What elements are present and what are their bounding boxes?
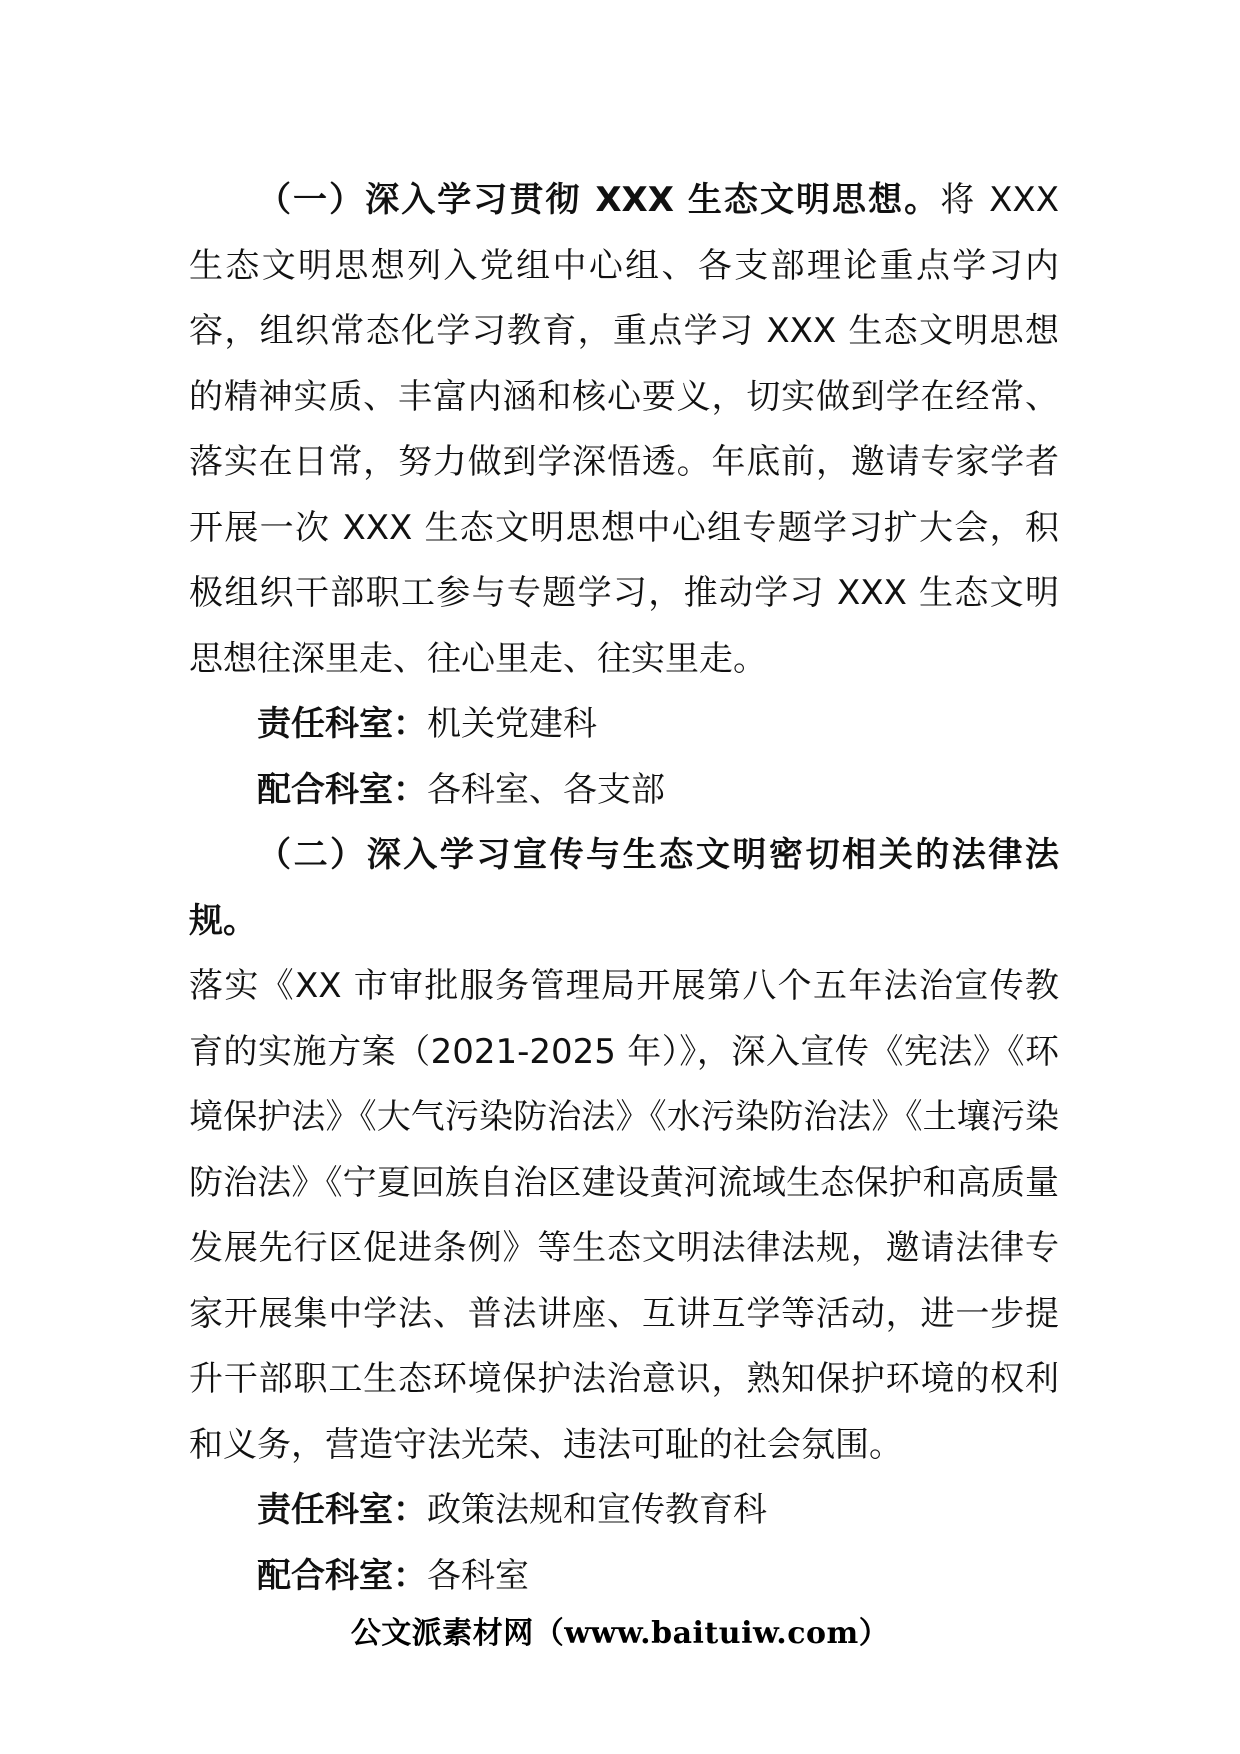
section-1-heading: （一）深入学习贯彻 XXX 生态文明思想。 [257, 180, 941, 220]
section-1-paragraph [189, 168, 1059, 692]
section-1-cooperating-line [189, 758, 1059, 824]
section-1-responsible-value: 机关党建科 [427, 704, 597, 744]
section-1-cooperating-label: 配合科室： [257, 769, 427, 810]
section-2-responsible-value: 政策法规和宣传教育科 [427, 1490, 767, 1530]
section-2-heading-line [189, 823, 1059, 954]
section-2-responsible-label: 责任科室： [257, 1490, 427, 1530]
section-1-body: 将 XXX 生态文明思想列入党组中心组、各支部理论重点学习内容，组织常态化学习教育，重点学习 XXX 生态文明思想的精神实质、丰富内涵和核心要义，切实做到学在经常、落实在日常，努力做到学深悟透。年底前，邀请专家学者开展一次 XXX 生态文明思想中心组专题学习扩大会，积极组织干部职工参与专题学习，推动学习 XXX 生态文明思想往深里走、往心里走、往实里走。 [189, 180, 1059, 679]
document-body [189, 168, 1059, 1609]
section-1-cooperating-value: 各科室、各支部 [427, 769, 665, 810]
section-1-responsible-line [189, 692, 1059, 758]
section-2-heading: （二）深入学习宣传与生态文明密切相关的法律法规。 [189, 835, 1059, 941]
section-1-responsible-label: 责任科室： [257, 704, 427, 744]
section-2-cooperating-line [189, 1544, 1059, 1610]
section-2-body: 落实《XX 市审批服务管理局开展第八个五年法治宣传教育的实施方案（2021-2025 年）》，深入宣传《宪法》《环境保护法》《大气污染防治法》《水污染防治法》《土壤污染防治法》《宁夏回族自治区建设黄河流域生态保护和高质量发展先行区促进条例》等生态文明法律法规，邀请法律专家开展集中学法、普法讲座、互讲互学等活动，进一步提升干部职工生态环境保护法治意识，熟知保护环境的权利和义务，营造守法光荣、违法可耻的社会氛围。 [189, 966, 1059, 1465]
section-2-responsible-line [189, 1478, 1059, 1544]
section-2-paragraph [189, 954, 1059, 1478]
section-2-cooperating-value: 各科室 [427, 1555, 529, 1596]
section-2-cooperating-label: 配合科室： [257, 1555, 427, 1596]
footer-source-text: 公文派素材网（www.baituiw.com） [350, 1616, 890, 1651]
